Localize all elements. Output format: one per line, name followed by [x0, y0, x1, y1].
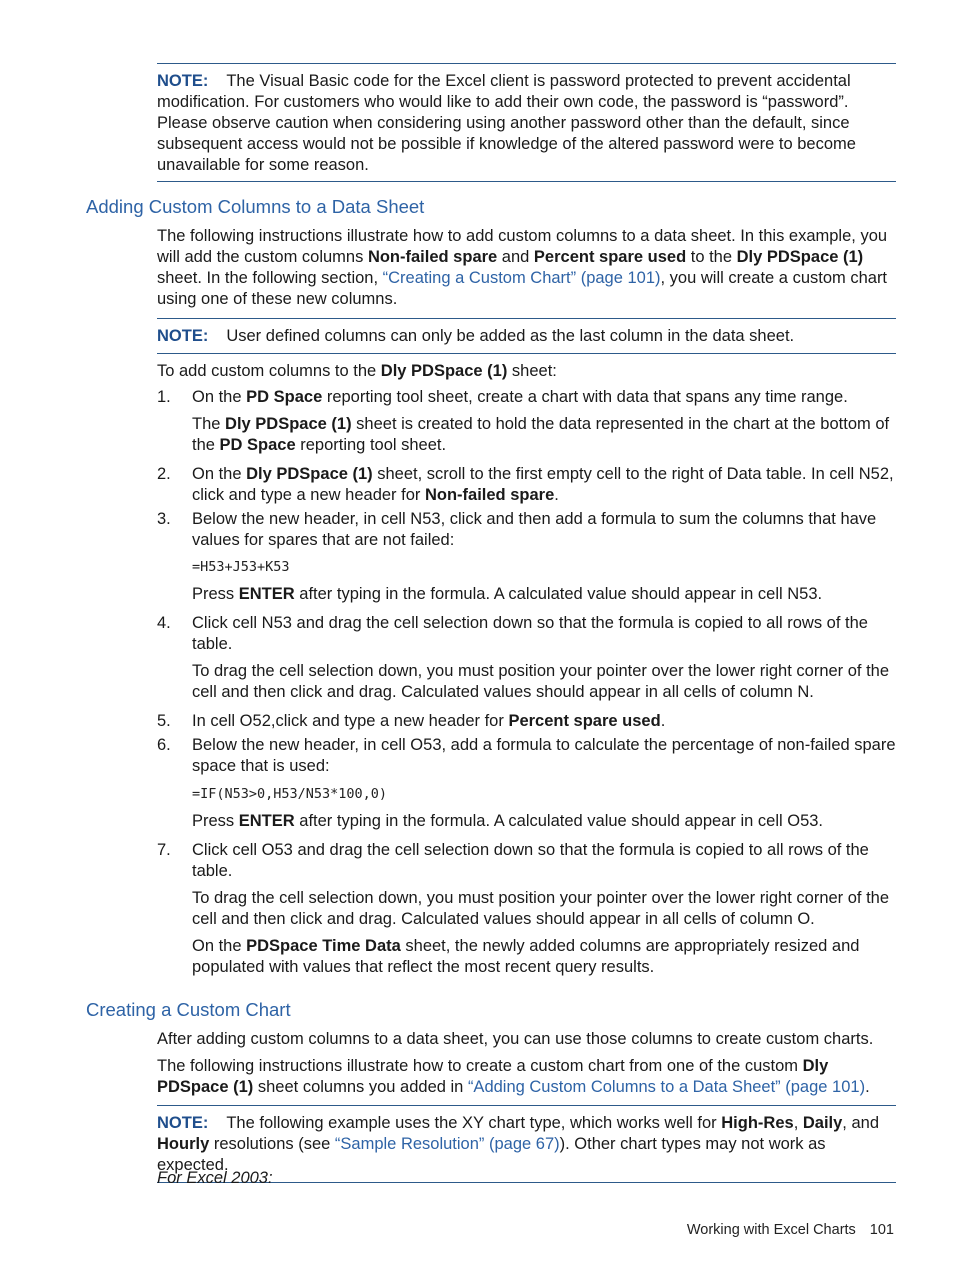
step-number: 2.	[157, 465, 171, 483]
step-detail	[192, 584, 897, 605]
note-text: User defined columns can only be added as the last column in the data sheet.	[226, 327, 795, 345]
text: resolutions (see	[209, 1135, 335, 1153]
footer-title: Working with Excel Charts	[686, 1222, 856, 1238]
text: sheet:	[507, 362, 557, 380]
bold-term: PDSpace Time Data	[246, 937, 401, 955]
text: In cell O52,click and type a new header for	[192, 712, 509, 730]
text: Click cell O53 and drag the cell selection down so that the formula is copied to all rows of the table.	[192, 841, 869, 880]
bold-term: Dly PDSpace (1)	[380, 362, 508, 380]
bold-term: Dly PDSpace (1)	[225, 415, 352, 433]
paragraph	[157, 1056, 897, 1098]
bold-term: Daily	[802, 1114, 843, 1132]
step-detail: To drag the cell selection down, you must position your pointer over the lower right corner of the cell and then click and drag. Calculated values should appear in all cells of column N.	[192, 662, 890, 701]
text: The following instructions illustrate how to create a custom chart from one of the custom	[157, 1057, 803, 1075]
excel-version-label: For Excel 2003:	[157, 1169, 273, 1187]
text: .	[865, 1078, 870, 1096]
text: sheet columns you added in	[253, 1078, 468, 1096]
text: , you will create a custom chart using one of these new columns.	[157, 269, 888, 308]
text: sheet, scroll to the first empty cell to the right of Data table. In cell N52, click and type a new header for	[192, 465, 894, 504]
intro-paragraph	[157, 226, 897, 310]
bold-term: Non-failed spare	[367, 248, 498, 266]
bold-term: Percent spare used	[508, 712, 661, 730]
text: .	[660, 712, 666, 730]
page-footer	[687, 1222, 894, 1238]
bold-term: ENTER	[238, 812, 295, 830]
text: Below the new header, in cell N53, click and then add a formula to sum the columns that have values for spares that are not failed:	[192, 510, 877, 549]
note-label: NOTE:	[157, 72, 209, 90]
bold-term: Dly PDSpace (1)	[736, 248, 864, 266]
text: , and	[842, 1114, 879, 1132]
text: after typing in the formula. A calculated value should appear in cell N53.	[294, 585, 823, 603]
formula-code: =IF(N53>0,H53/N53*100,0)	[192, 786, 388, 802]
bold-term: PD Space	[246, 388, 323, 406]
cross-reference-link[interactable]: “Creating a Custom Chart” (page 101)	[382, 269, 661, 287]
section-heading: Creating a Custom Chart	[86, 999, 291, 1020]
text: On the	[192, 465, 247, 483]
step-detail	[192, 936, 897, 978]
step-number: 3.	[157, 510, 171, 528]
note-box	[157, 63, 896, 182]
note-text: The Visual Basic code for the Excel client is password protected to prevent accidental modification. For customers who would like to add their own code, the password is “password”. Please observe caution when considering using another password other than the default, since subsequent access would not be possible if knowledge of the altered password were to become unavailable for some reason.	[157, 72, 856, 174]
step-detail	[192, 811, 897, 832]
section-heading: Adding Custom Columns to a Data Sheet	[86, 196, 425, 217]
text: reporting tool sheet, create a chart with data that spans any time range.	[322, 388, 848, 406]
text: Press	[192, 812, 239, 830]
bold-term: High-Res	[721, 1114, 794, 1132]
text: sheet, the newly added columns are appropriately resized and populated with values that reflect the most recent query results.	[192, 937, 860, 976]
text: .	[554, 486, 559, 504]
text: Press	[192, 585, 239, 603]
list-item	[157, 735, 897, 777]
page-number: 101	[869, 1222, 894, 1238]
list-item	[157, 613, 897, 655]
bold-term: Non-failed spare	[424, 486, 555, 504]
note-label: NOTE:	[157, 327, 209, 345]
bold-term: ENTER	[238, 585, 295, 603]
step-number: 7.	[157, 841, 171, 859]
text: after typing in the formula. A calculated value should appear in cell O53.	[294, 812, 824, 830]
lead-paragraph	[157, 361, 897, 382]
text: Below the new header, in cell O53, add a formula to calculate the percentage of non-failed spare space that is used:	[192, 736, 896, 775]
cross-reference-link[interactable]: “Adding Custom Columns to a Data Sheet” (page 101)	[467, 1078, 866, 1096]
text: Click cell N53 and drag the cell selection down so that the formula is copied to all rows of the table.	[192, 614, 868, 653]
text: ). Other chart types may not work as expected.	[157, 1135, 826, 1174]
step-detail: To drag the cell selection down, you must position your pointer over the lower right corner of the cell and then click and drag. Calculated values should appear in all cells of column O.	[192, 889, 890, 928]
text: The following example uses the XY chart type, which works well for	[226, 1114, 722, 1132]
bold-term: PD Space	[219, 436, 296, 454]
bold-term: Percent spare used	[533, 248, 687, 266]
text: The following instructions illustrate how to add custom columns to a data sheet. In this example, you will add the custom columns	[157, 227, 888, 266]
list-item	[157, 840, 897, 882]
text: On the	[192, 388, 247, 406]
text: ,	[793, 1114, 803, 1132]
step-number: 6.	[157, 736, 171, 754]
text: The	[192, 415, 226, 433]
list-item	[157, 711, 897, 732]
list-item	[157, 509, 897, 551]
cross-reference-link[interactable]: “Sample Resolution” (page 67)	[334, 1135, 560, 1153]
paragraph: After adding custom columns to a data sheet, you can use those columns to create custom charts.	[157, 1030, 874, 1048]
text: reporting tool sheet.	[295, 436, 447, 454]
step-detail	[192, 414, 897, 456]
note-label: NOTE:	[157, 1114, 209, 1132]
text: sheet. In the following section,	[157, 269, 383, 287]
list-item	[157, 387, 897, 408]
text: to the	[686, 248, 737, 266]
step-number: 5.	[157, 712, 171, 730]
note-box	[157, 318, 896, 354]
text: and	[497, 248, 534, 266]
bold-term: Dly PDSpace (1)	[246, 465, 373, 483]
text: To add custom columns to the	[157, 362, 381, 380]
bold-term: Hourly	[157, 1135, 210, 1153]
step-number: 4.	[157, 614, 171, 632]
text: On the	[192, 937, 247, 955]
formula-code: =H53+J53+K53	[192, 559, 290, 575]
step-number: 1.	[157, 388, 171, 406]
text: sheet is created to hold the data represented in the chart at the bottom of the	[192, 415, 890, 454]
bold-term: Dly PDSpace (1)	[157, 1057, 829, 1096]
list-item	[157, 464, 897, 506]
